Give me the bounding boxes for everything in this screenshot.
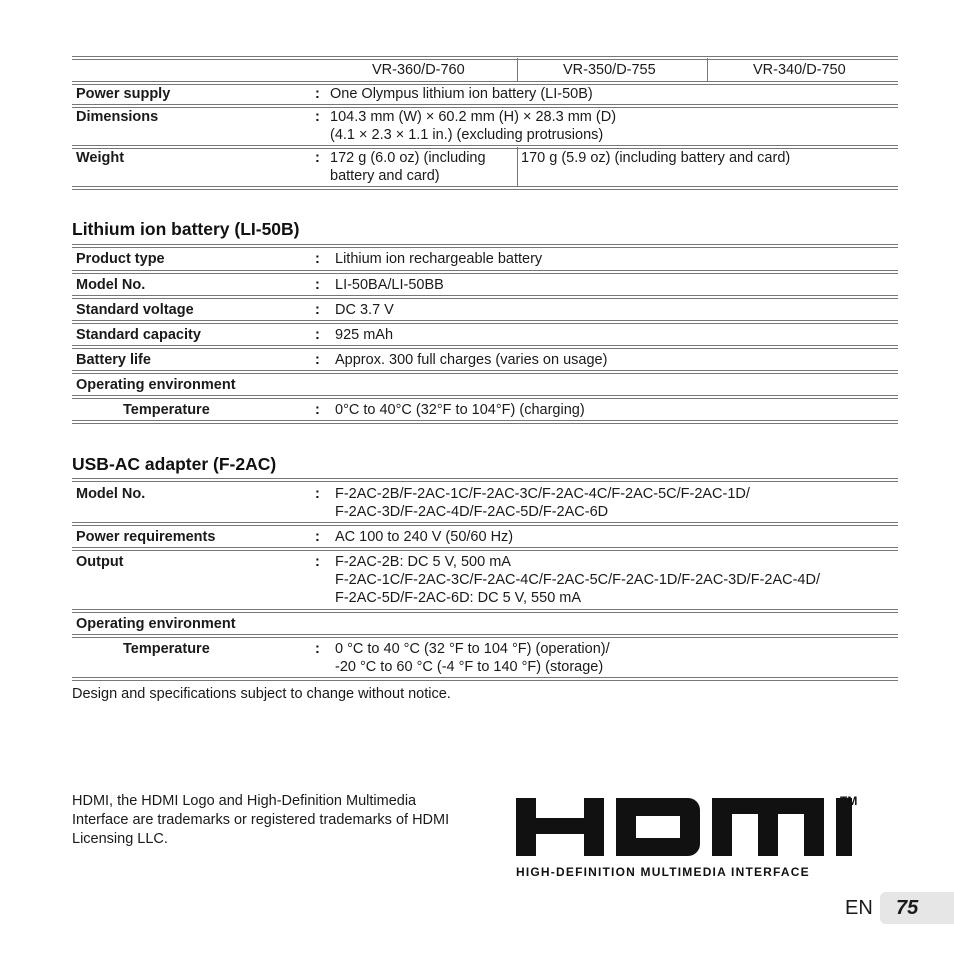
battery-label-capacity: Standard capacity [76, 327, 201, 343]
spec-value-weight-1: 172 g (6.0 oz) (including [330, 150, 486, 166]
adapter-value-model-line2: F-2AC-3D/F-2AC-4D/F-2AC-5D/F-2AC-6D [335, 504, 609, 520]
battery-value-life: Approx. 300 full charges (varies on usage) [335, 352, 608, 368]
separator: : [315, 486, 320, 502]
adapter-label-model: Model No. [76, 486, 146, 502]
table-rule [72, 547, 898, 551]
table-rule [72, 295, 898, 299]
table-rule [72, 420, 898, 424]
table-rule [72, 56, 898, 60]
model-header-1: VR-360/D-760 [372, 62, 465, 78]
hdmi-letter-m-leg1 [712, 798, 732, 856]
battery-label-voltage: Standard voltage [76, 302, 194, 318]
hdmi-letter-h-bar [516, 818, 604, 834]
battery-value-temperature: 0°C to 40°C (32°F to 104°F) (charging) [335, 402, 585, 418]
separator: : [315, 109, 320, 125]
separator: : [315, 251, 320, 267]
separator: : [315, 529, 320, 545]
column-divider [517, 58, 518, 81]
hdmi-tm-mark: TM [840, 794, 858, 808]
hdmi-letter-m-leg2 [758, 798, 778, 856]
separator: : [315, 277, 320, 293]
separator: : [315, 327, 320, 343]
model-header-3: VR-340/D-750 [753, 62, 846, 78]
spec-label-weight: Weight [76, 150, 125, 166]
table-rule [72, 677, 898, 681]
separator: : [315, 302, 320, 318]
adapter-value-output: F-2AC-2B: DC 5 V, 500 mA [335, 554, 511, 570]
table-rule [72, 345, 898, 349]
spec-value-dimensions: 104.3 mm (W) × 60.2 mm (H) × 28.3 mm (D) [330, 109, 617, 125]
battery-value-model: LI-50BA/LI-50BB [335, 277, 444, 293]
separator: : [315, 150, 320, 166]
adapter-label-output: Output [76, 554, 124, 570]
spec-label-power-supply: Power supply [76, 86, 171, 102]
adapter-label-operating-env: Operating environment [76, 616, 236, 632]
hdmi-logo [516, 796, 861, 882]
battery-label-product-type: Product type [76, 251, 165, 267]
battery-label-operating-env: Operating environment [76, 377, 236, 393]
table-rule [72, 270, 898, 274]
separator: : [315, 641, 320, 657]
spec-label-dimensions: Dimensions [76, 109, 159, 125]
separator: : [315, 86, 320, 102]
adapter-value-model: F-2AC-2B/F-2AC-1C/F-2AC-3C/F-2AC-4C/F-2AC-5C/F-2AC-1D/ [335, 486, 750, 502]
table-rule [72, 186, 898, 190]
model-header-2: VR-350/D-755 [563, 62, 656, 78]
table-rule [72, 370, 898, 374]
hdmi-letter-d-counter [636, 816, 680, 838]
battery-label-temperature: Temperature [123, 402, 210, 418]
adapter-value-output-line3: F-2AC-5D/F-2AC-6D: DC 5 V, 550 mA [335, 590, 582, 606]
adapter-value-output-line2: F-2AC-1C/F-2AC-3C/F-2AC-4C/F-2AC-5C/F-2AC-1D/F-2AC-3D/F-2AC-4D/ [335, 572, 820, 588]
hdmi-letter-m-leg3 [804, 798, 824, 856]
adapter-value-temperature: 0 °C to 40 °C (32 °F to 104 °F) (operation)/ [335, 641, 610, 657]
adapter-label-temperature: Temperature [123, 641, 210, 657]
spec-change-notice: Design and specifications subject to change without notice. [72, 686, 451, 702]
adapter-value-temperature-line2: -20 °C to 60 °C (-4 °F to 140 °F) (storage) [335, 659, 604, 675]
spec-value-power-supply: One Olympus lithium ion battery (LI-50B) [330, 86, 593, 102]
spec-value-weight-1-line2: battery and card) [330, 168, 440, 184]
spec-value-weight-2: 170 g (5.9 oz) (including battery and card) [521, 150, 791, 166]
battery-label-model: Model No. [76, 277, 146, 293]
adapter-value-power-req: AC 100 to 240 V (50/60 Hz) [335, 529, 514, 545]
battery-value-voltage: DC 3.7 V [335, 302, 394, 318]
hdmi-tagline: HIGH-DEFINITION MULTIMEDIA INTERFACE [516, 865, 810, 879]
trademark-line-3: Licensing LLC. [72, 831, 168, 847]
section-title-adapter: USB-AC adapter (F-2AC) [72, 454, 277, 474]
table-rule [72, 634, 898, 638]
battery-value-capacity: 925 mAh [335, 327, 394, 343]
table-rule [72, 522, 898, 526]
column-divider [707, 58, 708, 81]
column-divider [517, 147, 518, 186]
table-rule [72, 478, 898, 482]
separator: : [315, 554, 320, 570]
section-title-battery: Lithium ion battery (LI-50B) [72, 219, 300, 239]
table-rule [72, 395, 898, 399]
trademark-line-2: Interface are trademarks or registered trademarks of HDMI [72, 812, 450, 828]
spec-value-dimensions-line2: (4.1 × 2.3 × 1.1 in.) (excluding protrusions) [330, 127, 604, 143]
language-code: EN [845, 897, 873, 919]
table-rule [72, 244, 898, 248]
separator: : [315, 402, 320, 418]
page-number: 75 [896, 897, 919, 919]
adapter-label-power-req: Power requirements [76, 529, 216, 545]
separator: : [315, 352, 320, 368]
battery-value-product-type: Lithium ion rechargeable battery [335, 251, 543, 267]
table-rule [72, 609, 898, 613]
trademark-line-1: HDMI, the HDMI Logo and High-Definition Multimedia [72, 793, 417, 809]
table-rule [72, 320, 898, 324]
battery-label-life: Battery life [76, 352, 151, 368]
